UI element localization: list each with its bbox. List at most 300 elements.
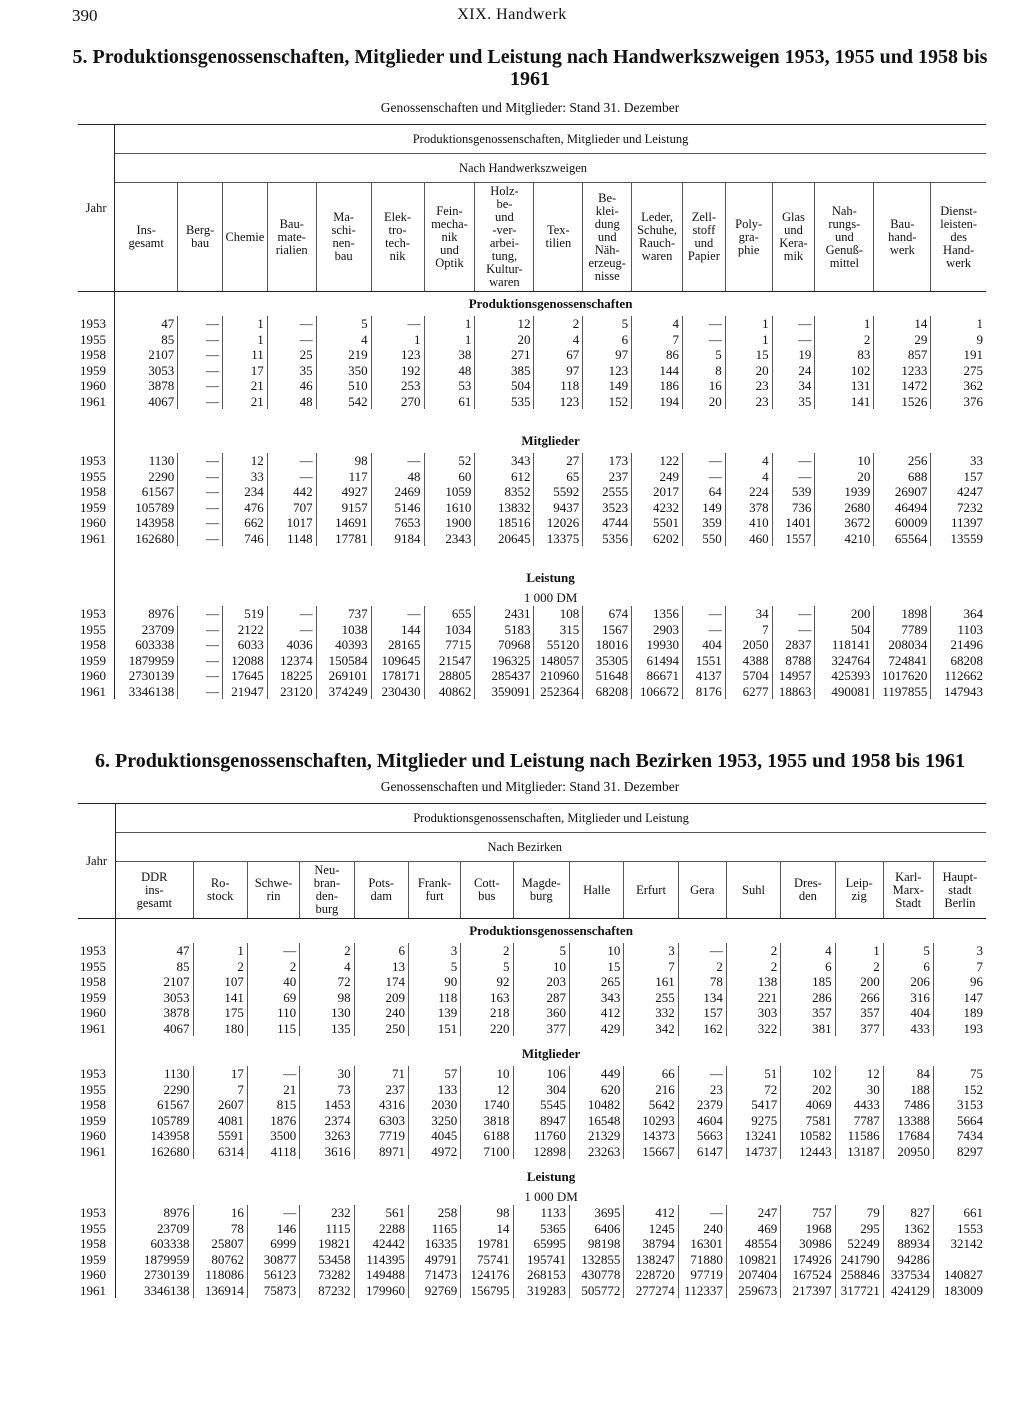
- value-cell: 16301: [678, 1236, 726, 1252]
- value-cell: 2607: [193, 1097, 247, 1113]
- year-cell: 1959: [78, 1252, 116, 1268]
- value-cell: 539: [772, 484, 815, 500]
- value-cell: 7789: [874, 622, 931, 638]
- value-cell: 135: [300, 1021, 354, 1037]
- value-cell: 208034: [874, 637, 931, 653]
- value-cell: 78: [193, 1221, 247, 1237]
- table-row: [78, 1082, 986, 1098]
- value-cell: 106672: [632, 684, 683, 700]
- table-row: [78, 1252, 986, 1268]
- value-cell: 2343: [424, 531, 475, 547]
- value-cell: 4137: [683, 668, 726, 684]
- value-cell: 112662: [944, 668, 983, 683]
- value-cell: 13241: [726, 1128, 780, 1144]
- value-cell: 8971: [354, 1144, 408, 1160]
- table-row: [78, 653, 986, 669]
- value-cell: 10: [569, 943, 623, 959]
- value-cell: 504: [815, 622, 874, 638]
- value-cell: 33: [223, 469, 268, 485]
- value-cell: 1: [223, 316, 268, 332]
- value-cell: —: [178, 500, 223, 516]
- value-cell: 4036: [267, 637, 316, 653]
- value-cell: 3878: [115, 378, 178, 394]
- value-cell: 174: [354, 974, 408, 990]
- column-header: Leip- zig: [835, 862, 883, 919]
- value-cell: 71880: [678, 1252, 726, 1268]
- value-cell: 412: [624, 1205, 678, 1221]
- column-header: Gera: [678, 862, 726, 919]
- value-cell: 48: [424, 363, 475, 379]
- value-cell: 194: [632, 394, 683, 410]
- value-cell: 8947: [513, 1113, 569, 1129]
- table-row: [78, 637, 986, 653]
- value-cell: 12443: [781, 1144, 835, 1160]
- header-top: Produktionsgenossenschaften, Mitglieder und Leistung: [115, 125, 986, 154]
- value-cell: 209: [354, 990, 408, 1006]
- value-cell: 287: [513, 990, 569, 1006]
- table-row: [78, 974, 986, 990]
- value-cell: 5365: [513, 1221, 569, 1237]
- table-row: [78, 622, 986, 638]
- column-header: Halle: [569, 862, 623, 919]
- value-cell: 376: [963, 393, 983, 409]
- value-cell: —: [683, 453, 726, 469]
- value-cell: 255: [624, 990, 678, 1006]
- table-row: [78, 484, 986, 500]
- value-cell: 133: [408, 1082, 460, 1098]
- value-cell: —: [178, 378, 223, 394]
- value-cell: 385: [475, 363, 534, 379]
- value-cell: 343: [569, 990, 623, 1006]
- value-cell: 28805: [424, 668, 475, 684]
- value-cell: 18016: [583, 637, 632, 653]
- value-cell: 10: [461, 1066, 513, 1082]
- table-row: [78, 363, 986, 379]
- value-cell: 2290: [116, 1082, 193, 1098]
- value-cell: 6: [583, 332, 632, 348]
- value-cell: —: [178, 469, 223, 485]
- value-cell: 2837: [772, 637, 815, 653]
- year-cell: 1955: [78, 622, 115, 638]
- value-cell: —: [267, 332, 316, 348]
- value-cell: 138: [726, 974, 780, 990]
- value-cell: 18516: [475, 515, 534, 531]
- value-cell: 304: [513, 1082, 569, 1098]
- value-cell: 123: [583, 363, 632, 379]
- value-cell: 4744: [583, 515, 632, 531]
- year-cell: 1958: [78, 484, 115, 500]
- value-cell: 3153: [957, 1097, 983, 1112]
- value-cell: —: [267, 622, 316, 638]
- year-cell: 1958: [78, 637, 115, 653]
- value-cell: 1740: [461, 1097, 513, 1113]
- value-cell: 219: [316, 347, 371, 363]
- value-cell: 60: [424, 469, 475, 485]
- value-cell: —: [178, 684, 223, 700]
- value-cell: 98198: [569, 1236, 623, 1252]
- value-cell: —: [178, 653, 223, 669]
- value-cell: 88934: [883, 1236, 933, 1252]
- value-cell: 25: [267, 347, 316, 363]
- value-cell: 105789: [115, 500, 178, 516]
- value-cell: 51: [726, 1066, 780, 1082]
- value-cell: 2288: [354, 1221, 408, 1237]
- value-cell: 9437: [534, 500, 583, 516]
- section-heading: Mitglieder: [521, 433, 580, 448]
- column-header: Be- klei- dung und Näh- erzeug- nisse: [583, 183, 632, 292]
- value-cell: 94286: [883, 1252, 933, 1268]
- year-cell: 1960: [78, 668, 115, 684]
- value-cell: 2: [534, 316, 583, 332]
- value-cell: 13375: [534, 531, 583, 547]
- value-cell: 8352: [475, 484, 534, 500]
- value-cell: 42442: [354, 1236, 408, 1252]
- value-cell: 228720: [624, 1267, 678, 1283]
- value-cell: 107: [193, 974, 247, 990]
- value-cell: 8: [683, 363, 726, 379]
- table-row: [78, 943, 986, 959]
- value-cell: 5: [513, 943, 569, 959]
- value-cell: 150584: [316, 653, 371, 669]
- value-cell: 5545: [513, 1097, 569, 1113]
- value-cell: —: [772, 316, 815, 332]
- value-cell: 6999: [247, 1236, 299, 1252]
- value-cell: 1017620: [874, 668, 931, 684]
- value-cell: 5183: [475, 622, 534, 638]
- value-cell: 16548: [569, 1113, 623, 1129]
- table-row: [78, 1267, 986, 1283]
- value-cell: 163: [461, 990, 513, 1006]
- value-cell: 1356: [632, 606, 683, 622]
- value-cell: 1362: [883, 1221, 933, 1237]
- value-cell: 2050: [725, 637, 772, 653]
- value-cell: 8788: [772, 653, 815, 669]
- value-cell: 5: [883, 943, 933, 959]
- value-cell: 60009: [874, 515, 931, 531]
- value-cell: 5591: [193, 1128, 247, 1144]
- value-cell: 105789: [116, 1113, 193, 1129]
- value-cell: 612: [475, 469, 534, 485]
- value-cell: —: [683, 316, 726, 332]
- value-cell: 5: [683, 347, 726, 363]
- value-cell: 65564: [874, 531, 931, 547]
- value-cell: 84: [883, 1066, 933, 1082]
- value-cell: 144: [632, 363, 683, 379]
- value-cell: 324764: [815, 653, 874, 669]
- value-cell: 46: [267, 378, 316, 394]
- value-cell: 29: [874, 332, 931, 348]
- value-cell: 206: [883, 974, 933, 990]
- value-cell: 51648: [583, 668, 632, 684]
- table-row: [78, 1021, 986, 1037]
- value-cell: 52249: [835, 1236, 883, 1252]
- value-cell: 603338: [116, 1236, 193, 1252]
- section-unit: 1 000 DM: [523, 590, 578, 605]
- value-cell: 3053: [116, 990, 193, 1006]
- value-cell: 96: [970, 974, 983, 989]
- year-cell: 1961: [78, 1021, 116, 1037]
- table-row: [78, 347, 986, 363]
- column-header: Dres- den: [781, 862, 835, 919]
- year-cell: 1961: [78, 1144, 116, 1160]
- value-cell: 430778: [569, 1267, 623, 1283]
- value-cell: 114395: [354, 1252, 408, 1268]
- value-cell: 362: [963, 378, 983, 393]
- value-cell: 21947: [223, 684, 268, 700]
- header-mid: Nach Handwerkszweigen: [115, 154, 931, 183]
- value-cell: 252364: [534, 684, 583, 700]
- value-cell: 655: [424, 606, 475, 622]
- value-cell: 218: [461, 1005, 513, 1021]
- value-cell: 118086: [193, 1267, 247, 1283]
- value-cell: 78: [678, 974, 726, 990]
- value-cell: 13388: [883, 1113, 933, 1129]
- value-cell: 404: [683, 637, 726, 653]
- column-header: Ro- stock: [193, 862, 247, 919]
- value-cell: 72: [726, 1082, 780, 1098]
- value-cell: 110: [247, 1005, 299, 1021]
- section-heading: Mitglieder: [521, 1046, 581, 1061]
- value-cell: 3500: [247, 1128, 299, 1144]
- value-cell: 167524: [781, 1267, 835, 1283]
- value-cell: 75741: [461, 1252, 513, 1268]
- value-cell: 1: [371, 332, 424, 348]
- value-cell: 10293: [624, 1113, 678, 1129]
- value-cell: 377: [513, 1021, 569, 1037]
- value-cell: 11397: [950, 515, 983, 530]
- table-row: [78, 1097, 986, 1113]
- value-cell: 73: [300, 1082, 354, 1098]
- value-cell: 68208: [583, 684, 632, 700]
- value-cell: 40393: [316, 637, 371, 653]
- value-cell: 92769: [408, 1283, 460, 1299]
- value-cell: 4: [534, 332, 583, 348]
- value-cell: —: [247, 943, 299, 959]
- value-cell: 17645: [223, 668, 268, 684]
- running-head: XIX. Handwerk: [457, 6, 567, 23]
- value-cell: 857: [874, 347, 931, 363]
- value-cell: 12: [223, 453, 268, 469]
- value-cell: 12026: [534, 515, 583, 531]
- value-cell: 21496: [950, 637, 983, 652]
- value-cell: 378: [725, 500, 772, 516]
- value-cell: 109821: [726, 1252, 780, 1268]
- value-cell: 1610: [424, 500, 475, 516]
- value-cell: 2: [678, 959, 726, 975]
- value-cell: —: [178, 606, 223, 622]
- value-cell: 85: [116, 959, 193, 975]
- value-cell: 1130: [115, 453, 178, 469]
- value-cell: 61567: [115, 484, 178, 500]
- value-cell: 21329: [569, 1128, 623, 1144]
- value-cell: 8297: [957, 1143, 983, 1159]
- value-cell: 17: [223, 363, 268, 379]
- value-cell: 180: [193, 1021, 247, 1037]
- value-cell: 16: [193, 1205, 247, 1221]
- value-cell: 736: [772, 500, 815, 516]
- value-cell: 64: [683, 484, 726, 500]
- year-cell: 1961: [78, 684, 115, 700]
- value-cell: 23120: [267, 684, 316, 700]
- value-cell: 157: [678, 1005, 726, 1021]
- value-cell: 253: [371, 378, 424, 394]
- value-cell: —: [178, 637, 223, 653]
- value-cell: 23709: [116, 1221, 193, 1237]
- section-unit: 1 000 DM: [524, 1189, 578, 1204]
- value-cell: 141: [815, 394, 874, 410]
- column-header: Frank- furt: [408, 862, 460, 919]
- value-cell: 230430: [371, 684, 424, 700]
- year-cell: 1953: [78, 316, 115, 332]
- value-cell: 1: [976, 316, 983, 331]
- value-cell: 144: [371, 622, 424, 638]
- value-cell: 117: [316, 469, 371, 485]
- value-cell: 203: [513, 974, 569, 990]
- value-cell: 2379: [678, 1097, 726, 1113]
- value-cell: 707: [267, 500, 316, 516]
- value-cell: 131: [815, 378, 874, 394]
- value-cell: —: [683, 332, 726, 348]
- value-cell: 4: [316, 332, 371, 348]
- value-cell: 2: [300, 943, 354, 959]
- value-cell: 47: [116, 943, 193, 959]
- column-header: Ma- schi- nen- bau: [316, 183, 371, 292]
- value-cell: 147943: [944, 683, 983, 699]
- value-cell: 192: [371, 363, 424, 379]
- value-cell: —: [247, 1205, 299, 1221]
- value-cell: 79: [835, 1205, 883, 1221]
- value-cell: 4604: [678, 1113, 726, 1129]
- value-cell: 14: [874, 316, 931, 332]
- value-cell: 13559: [950, 530, 983, 546]
- value-cell: 65: [534, 469, 583, 485]
- value-cell: 98: [316, 453, 371, 469]
- value-cell: 2017: [632, 484, 683, 500]
- value-cell: 270: [371, 394, 424, 410]
- value-cell: 1165: [408, 1221, 460, 1237]
- value-cell: 6: [781, 959, 835, 975]
- table-row: [78, 668, 986, 684]
- value-cell: 7232: [957, 499, 983, 515]
- value-cell: 5592: [534, 484, 583, 500]
- value-cell: 40: [247, 974, 299, 990]
- value-cell: 2: [726, 943, 780, 959]
- value-cell: 4: [725, 469, 772, 485]
- value-cell: 4: [725, 453, 772, 469]
- year-cell: 1955: [78, 959, 116, 975]
- table-row: [78, 606, 986, 622]
- value-cell: —: [178, 622, 223, 638]
- value-cell: 410: [725, 515, 772, 531]
- value-cell: 2730139: [115, 668, 178, 684]
- value-cell: 1453: [300, 1097, 354, 1113]
- value-cell: 7100: [461, 1144, 513, 1160]
- value-cell: 13: [354, 959, 408, 975]
- value-cell: 202: [781, 1082, 835, 1098]
- year-cell: 1955: [78, 332, 115, 348]
- value-cell: 3250: [408, 1113, 460, 1129]
- value-cell: 404: [883, 1005, 933, 1021]
- year-cell: 1958: [78, 1236, 116, 1252]
- table-row: [78, 1236, 986, 1252]
- value-cell: 275: [963, 362, 983, 378]
- value-cell: —: [772, 622, 815, 638]
- value-cell: 46494: [874, 500, 931, 516]
- value-cell: 108: [534, 606, 583, 622]
- value-cell: 1879959: [116, 1252, 193, 1268]
- value-cell: 433: [883, 1021, 933, 1037]
- column-header: Tex- tilien: [534, 183, 583, 292]
- value-cell: 15667: [624, 1144, 678, 1160]
- value-cell: 561: [354, 1205, 408, 1221]
- value-cell: 4: [632, 316, 683, 332]
- column-header: Poly- gra- phie: [725, 183, 772, 292]
- value-cell: 10582: [781, 1128, 835, 1144]
- value-cell: 148057: [534, 653, 583, 669]
- value-cell: 179960: [354, 1283, 408, 1299]
- value-cell: 2680: [815, 500, 874, 516]
- value-cell: —: [371, 316, 424, 332]
- value-cell: 724841: [874, 653, 931, 669]
- value-cell: 178171: [371, 668, 424, 684]
- value-cell: 90: [408, 974, 460, 990]
- value-cell: 1197855: [874, 684, 931, 700]
- value-cell: 9184: [371, 531, 424, 547]
- value-cell: 2469: [371, 484, 424, 500]
- value-cell: 11760: [513, 1128, 569, 1144]
- value-cell: 442: [267, 484, 316, 500]
- value-cell: 156795: [461, 1283, 513, 1299]
- value-cell: 460: [725, 531, 772, 547]
- value-cell: 18225: [267, 668, 316, 684]
- value-cell: 374249: [316, 684, 371, 700]
- value-cell: 286: [781, 990, 835, 1006]
- value-cell: 196325: [475, 653, 534, 669]
- value-cell: —: [178, 332, 223, 348]
- value-cell: 5663: [678, 1128, 726, 1144]
- value-cell: 14: [461, 1221, 513, 1237]
- value-cell: 149: [683, 500, 726, 516]
- value-cell: 505772: [569, 1283, 623, 1299]
- column-header: Bau- hand- werk: [874, 183, 931, 292]
- value-cell: 268153: [513, 1267, 569, 1283]
- value-cell: 3053: [115, 363, 178, 379]
- value-cell: 542: [316, 394, 371, 410]
- value-cell: 7787: [835, 1113, 883, 1129]
- year-cell: 1958: [78, 974, 116, 990]
- value-cell: 4118: [247, 1144, 299, 1160]
- value-cell: 12: [835, 1066, 883, 1082]
- value-cell: 303: [726, 1005, 780, 1021]
- value-cell: 2: [193, 959, 247, 975]
- table-row: [78, 959, 986, 975]
- value-cell: 47: [115, 316, 178, 332]
- value-cell: 34: [725, 606, 772, 622]
- column-header: Bau- mate- rialien: [267, 183, 316, 292]
- value-cell: 425393: [815, 668, 874, 684]
- value-cell: 316: [883, 990, 933, 1006]
- value-cell: 24: [772, 363, 815, 379]
- value-cell: 97719: [678, 1267, 726, 1283]
- year-cell: 1961: [78, 394, 115, 410]
- value-cell: 535: [475, 394, 534, 410]
- value-cell: 3263: [300, 1128, 354, 1144]
- column-header: Cott- bus: [461, 862, 513, 919]
- year-cell: 1959: [78, 1113, 116, 1129]
- year-cell: 1959: [78, 363, 115, 379]
- value-cell: 1: [725, 316, 772, 332]
- value-cell: 350: [316, 363, 371, 379]
